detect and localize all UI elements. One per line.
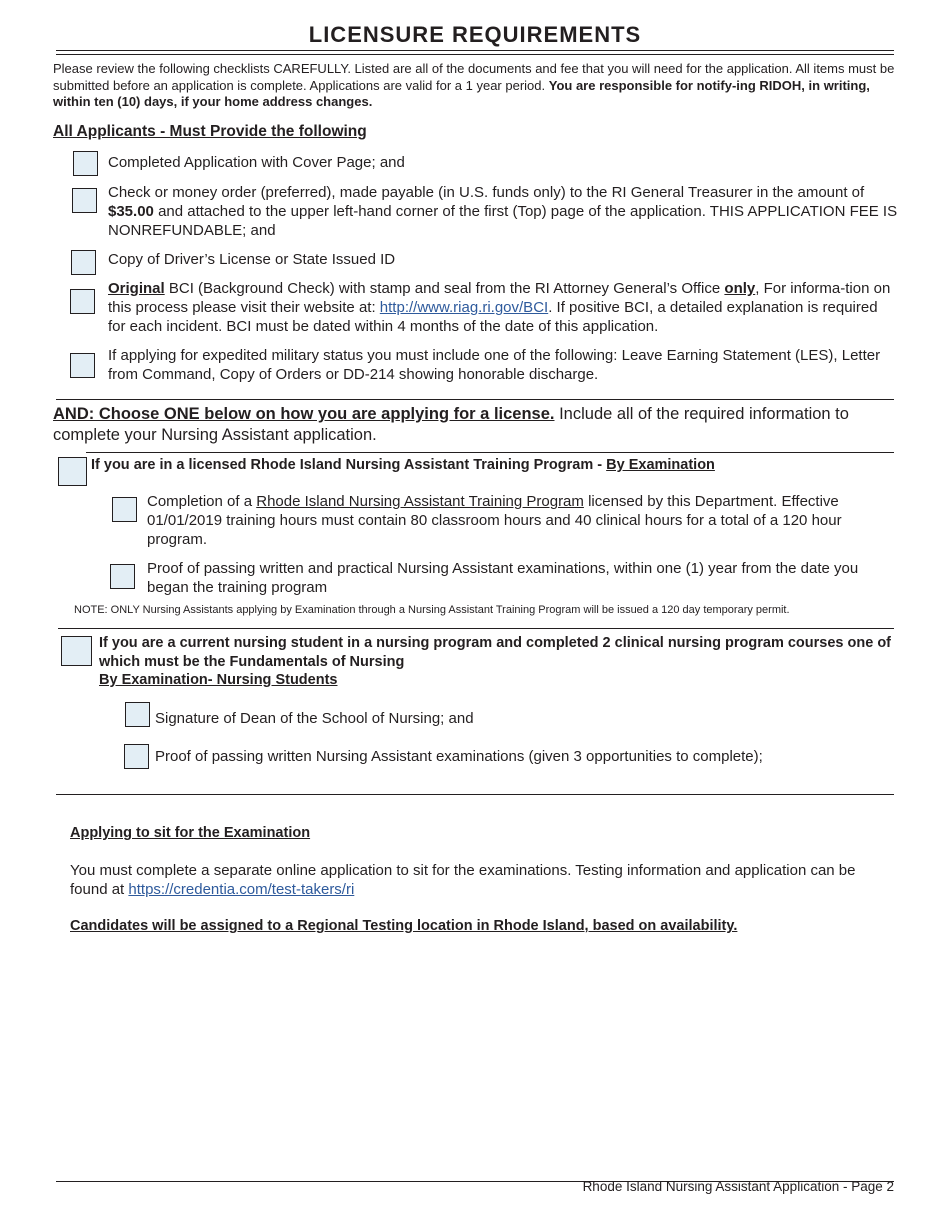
checkbox-military[interactable] [70,353,95,378]
exam-option-by-examination: By Examination [606,457,715,473]
choose-one-heading: AND: Choose ONE below on how you are applying for a license. [53,405,555,423]
item-fee-payment [108,183,898,240]
exam-option-heading-text: If you are in a licensed Rhode Island Nursing Assistant Training Program - [91,457,603,473]
fee-text-pre: Check or money order (preferred), made payable (in U.S. funds only) to the RI General Treasurer in the amount of [108,184,865,201]
checkbox-fee-payment[interactable] [72,188,97,213]
choose-one-paragraph [53,404,898,446]
section-divider [56,399,894,400]
bci-website-link[interactable]: http://www.riag.ri.gov/BCI [379,299,549,316]
choose-one-text: Include all of the required information to complete your Nursing Assistant application. [53,405,849,444]
checkbox-written-exams[interactable] [124,744,149,769]
training-program-name: Rhode Island Nursing Assistant Training Program [256,493,584,510]
exam-apply-heading: Applying to sit for the Examination [70,825,311,841]
bci-text-post: . If positive BCI, a detailed explanation is required for each incident. BCI must be dated within 4 months of the date of this application. [108,299,878,335]
student-option-heading: If you are a current nursing student in a nursing program and completed 2 clinical nursing program courses one of which must be the Fundamentals of Nursing [99,635,891,670]
temporary-permit-note: NOTE: ONLY Nursing Assistants applying by Examination through a Nursing Assistant Training Program will be issued a 120 day temporary permit. [74,604,790,616]
checkbox-completed-application[interactable] [73,151,98,176]
item-bci [108,279,898,336]
checkbox-training-program[interactable] [112,497,137,522]
page-footer: Rhode Island Nursing Assistant Application - Page 2 [582,1179,894,1194]
credentia-link[interactable]: https://credentia.com/test-takers/ri [128,881,355,898]
intro-text: Please review the following checklists CAREFULLY. Listed are all of the documents and fee that you will need for the application. All items must be submitted before an application is complete. Applications are valid for a 1 year period. [53,61,895,93]
exam-apply-text [70,861,885,899]
bci-original: Original [108,280,165,297]
checkbox-exam-option[interactable] [58,457,87,486]
checkbox-dean-signature[interactable] [125,702,150,727]
item-dean-signature: Signature of Dean of the School of Nursing; and [155,710,474,727]
item-completed-application: Completed Application with Cover Page; and [108,154,405,171]
item-drivers-license: Copy of Driver’s License or State Issued ID [108,251,396,268]
checkbox-drivers-license[interactable] [71,250,96,275]
fee-text-post: and attached to the upper left-hand corner of the first (Top) page of the application. THIS APPLICATION FEE IS NONREFUNDABLE; and [108,203,898,239]
item-training-program [147,492,892,549]
exam-option-divider [86,452,894,453]
item-military: If applying for expedited military status you must include one of the following: Leave Earning Statement (LES), Letter from Command, Copy of Orders or DD-214 showing honorable discharge. [108,347,881,383]
testing-location-notice: Candidates will be assigned to a Regional Testing location in Rhode Island, based on availability. [70,918,738,934]
exam-option-heading [91,456,715,474]
item-written-exams: Proof of passing written Nursing Assistant examinations (given 3 opportunities to complete); [155,748,763,765]
training-text-pre: Completion of a [147,493,253,510]
bci-text-pre: BCI (Background Check) with stamp and seal from the RI Attorney General’s Office [168,280,721,297]
student-option-divider [58,628,894,629]
exam-apply-body: You must complete a separate online application to sit for the examinations. Testing information and application can be found at [70,862,856,898]
student-option-subheading: By Examination- Nursing Students [99,672,338,688]
item-proof-exams: Proof of passing written and practical Nursing Assistant examinations, within one (1) year from the date you began the training program [147,560,859,596]
checkbox-bci[interactable] [70,289,95,314]
checkbox-proof-exams[interactable] [110,564,135,589]
checkbox-student-option[interactable] [61,636,92,666]
fee-amount: $35.00 [108,203,154,220]
exam-apply-divider [56,794,894,795]
intro-paragraph [53,61,898,111]
bci-text-mid: , For informa-tion on this process please visit their website at: [108,280,891,316]
all-applicants-heading: All Applicants - Must Provide the following [53,123,367,140]
training-text-post: licensed by this Department. Effective 01/01/2019 training hours must contain 80 classroom hours and 40 clinical hours for a total of a 120 hour program. [147,493,842,548]
bci-only: only [724,280,756,297]
title-divider [56,50,894,55]
intro-bold-text: You are responsible for notify-ing RIDOH, in writing, within ten (10) days, if your home address changes. [53,77,870,109]
page-title: LICENSURE REQUIREMENTS [308,22,642,47]
